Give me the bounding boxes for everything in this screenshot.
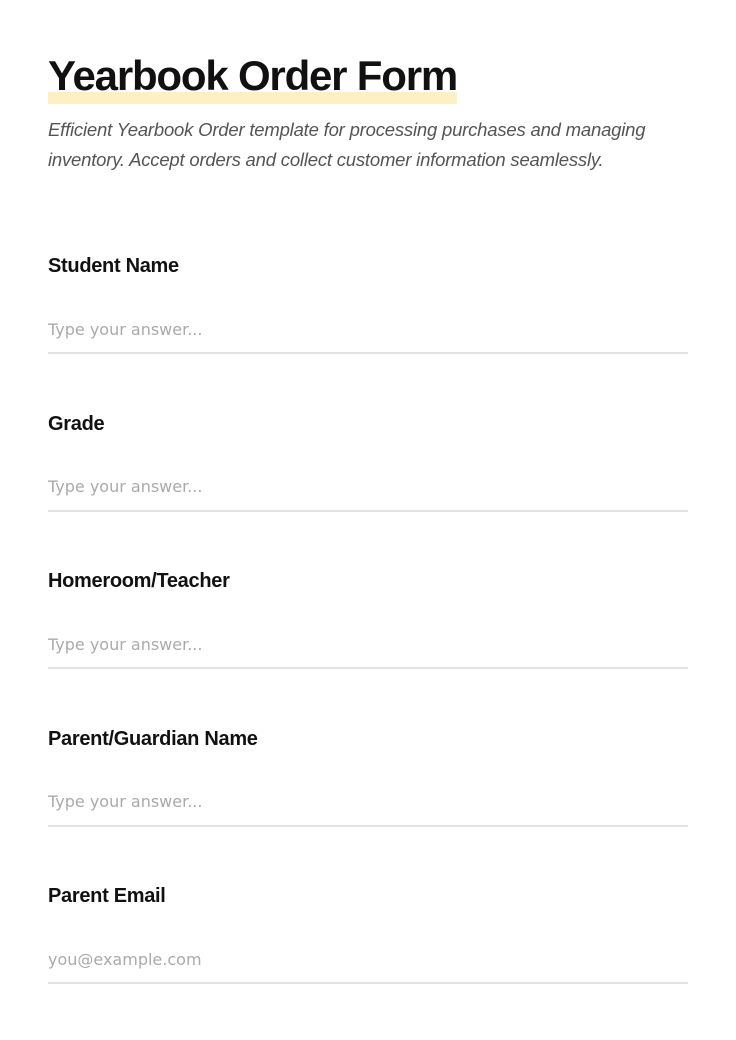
field-parent-email [48, 882, 688, 1040]
homeroom-teacher-input[interactable] [48, 621, 688, 669]
field-label: Parent Email [48, 885, 166, 907]
field-label: Homeroom/Teacher [48, 570, 230, 592]
parent-guardian-name-input[interactable] [48, 779, 688, 827]
form-description: Efficient Yearbook Order template for processing purchases and managing inventory. Accept orders and collect customer information seamlessly. [48, 119, 646, 170]
field-label: Parent/Guardian Name [48, 727, 258, 750]
field-student-name [48, 252, 688, 410]
form-fields [48, 252, 688, 1040]
field-label: Grade [48, 412, 105, 435]
grade-input[interactable] [48, 464, 688, 512]
field-homeroom-teacher [48, 567, 688, 725]
field-parent-guardian-name [48, 725, 688, 883]
page-title: Yearbook Order Form [48, 52, 457, 99]
form-header [48, 50, 457, 102]
parent-email-input[interactable] [48, 936, 688, 984]
field-grade [48, 410, 688, 568]
student-name-input[interactable] [48, 306, 688, 354]
field-label: Student Name [48, 255, 179, 277]
